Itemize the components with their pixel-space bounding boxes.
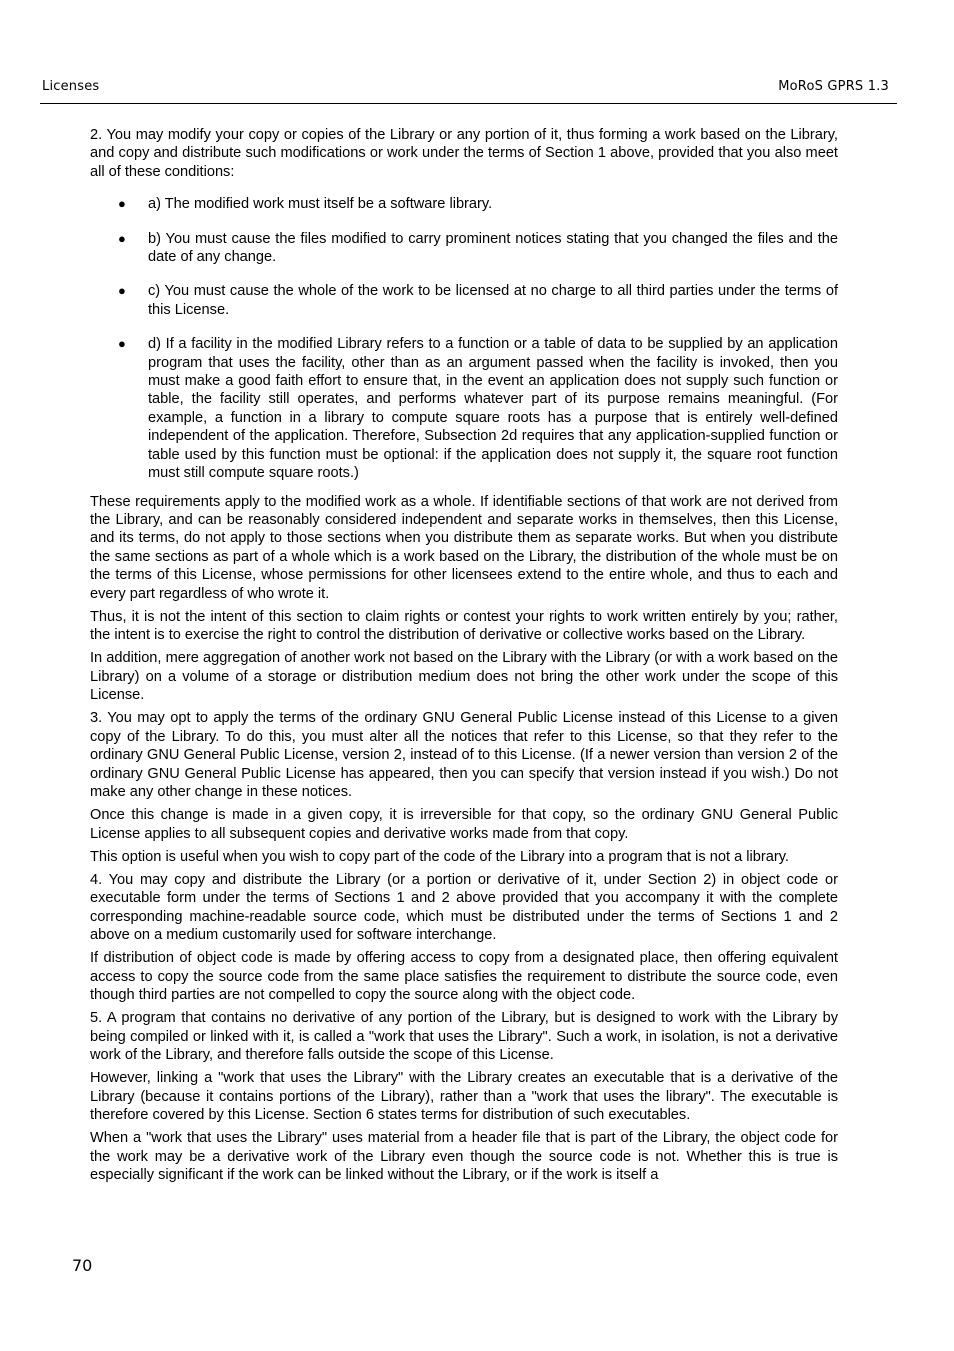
list-item [90, 282, 838, 319]
condition-text: d) If a facility in the modified Library refers to a function or a table of data to be supplied by an application program that uses the facility, other than as an argument passed when the facility is invoked, then you must make a good faith effort to ensure that, in the event an application does not supply such function or table, the facility still operates, and performs whatever part of its purpose remains meaningful. (For example, a function in a library to compute square roots has a purpose that is entirely well-defined independent of the application. Therefore, Subsection 2d requires that any application-supplied function or table used by this function must be optional: if the application does not supply it, the square root function must still compute square roots.) [148, 336, 838, 482]
list-item [90, 195, 838, 213]
section-5-paragraph: However, linking a "work that uses the Library" with the Library creates an executable that is a derivative of the Library (because it contains portions of the Library), rather than a "work that uses the library". The executable is therefore covered by this License. Section 6 states terms for distribution of such executables. [90, 1070, 838, 1124]
bullet-icon: ● [118, 230, 126, 246]
section-2-paragraph: Thus, it is not the intent of this section to claim rights or contest your rights to work written entirely by you; rather, the intent is to exercise the right to control the distribution of derivative or collective works based on the Library. [90, 608, 838, 644]
condition-text: c) You must cause the whole of the work to be licensed at no charge to all third parties under the terms of this License. [148, 283, 838, 318]
conditions-list [90, 195, 838, 482]
bullet-icon: ● [118, 283, 126, 299]
condition-text: b) You must cause the files modified to carry prominent notices stating that you changed the files and the date of any change. [148, 230, 838, 266]
section-5-paragraph: When a "work that uses the Library" uses material from a header file that is part of the Library, the object code for the work may be a derivative work of the Library even though the source code is not. Whether this is true is especially significant if the work can be linked without the Library, or if the work is itself a [90, 1130, 838, 1184]
bullet-icon: ● [118, 196, 126, 212]
page-content [90, 126, 838, 1189]
section-2-paragraph: In addition, mere aggregation of another work not based on the Library with the Library (or with a work based on the Library) on a volume of a storage or distribution medium does not bring the other work under the scope of this License. [90, 650, 838, 704]
header-document-title: MoRoS GPRS 1.3 [778, 79, 889, 94]
section-2-intro: 2. You may modify your copy or copies of the Library or any portion of it, thus forming a work based on the Library, and copy and distribute such modifications or work under the terms of Section 1 above, provided that you also meet all of these conditions: [90, 127, 838, 180]
page-number: 70 [72, 1256, 93, 1275]
section-3-paragraph: 3. You may opt to apply the terms of the ordinary GNU General Public License instead of this License to a given copy of the Library. To do this, you must alter all the notices that refer to this License, so that they refer to the ordinary GNU General Public License, version 2, instead of to this License. (If a newer version than version 2 of the ordinary GNU General Public License has appeared, then you can specify that version instead if you wish.) Do not make any other change in these notices. [90, 710, 838, 800]
section-5-paragraph: 5. A program that contains no derivative of any portion of the Library, but is designed to work with the Library by being compiled or linked with it, is called a "work that uses the Library". Such a work, in isolation, is not a derivative work of the Library, and therefore falls outside the scope of this License. [90, 1010, 838, 1064]
header-section-title: Licenses [42, 79, 100, 94]
section-2-paragraph: These requirements apply to the modified work as a whole. If identifiable sections of that work are not derived from the Library, and can be reasonably considered independent and separate works in themselves, then this License, and its terms, do not apply to those sections when you distribute them as separate works. But when you distribute the same sections as part of a whole which is a work based on the Library, the distribution of the whole must be on the terms of this License, whose permissions for other licensees extend to the entire whole, and thus to each and every part regardless of who wrote it. [90, 493, 838, 602]
section-4-paragraph: 4. You may copy and distribute the Library (or a portion or derivative of it, under Section 2) in object code or executable form under the terms of Sections 1 and 2 above provided that you accompany it with the complete corresponding machine-readable source code, which must be distributed under the terms of Sections 1 and 2 above on a medium customarily used for software interchange. [90, 872, 838, 944]
section-3-paragraph: This option is useful when you wish to copy part of the code of the Library into a program that is not a library. [90, 848, 789, 865]
list-item [90, 230, 838, 267]
bullet-icon: ● [118, 336, 126, 352]
page-header [40, 78, 897, 104]
list-item [90, 335, 838, 482]
section-4-paragraph: If distribution of object code is made by offering access to copy from a designated place, then offering equivalent access to copy the source code from the same place satisfies the requirement to distribute the source code, even though third parties are not compelled to copy the source along with the object code. [90, 950, 838, 1004]
section-3-paragraph: Once this change is made in a given copy, it is irreversible for that copy, so the ordinary GNU General Public License applies to all subsequent copies and derivative works made from that copy. [90, 807, 838, 842]
condition-text: a) The modified work must itself be a software library. [148, 196, 493, 213]
